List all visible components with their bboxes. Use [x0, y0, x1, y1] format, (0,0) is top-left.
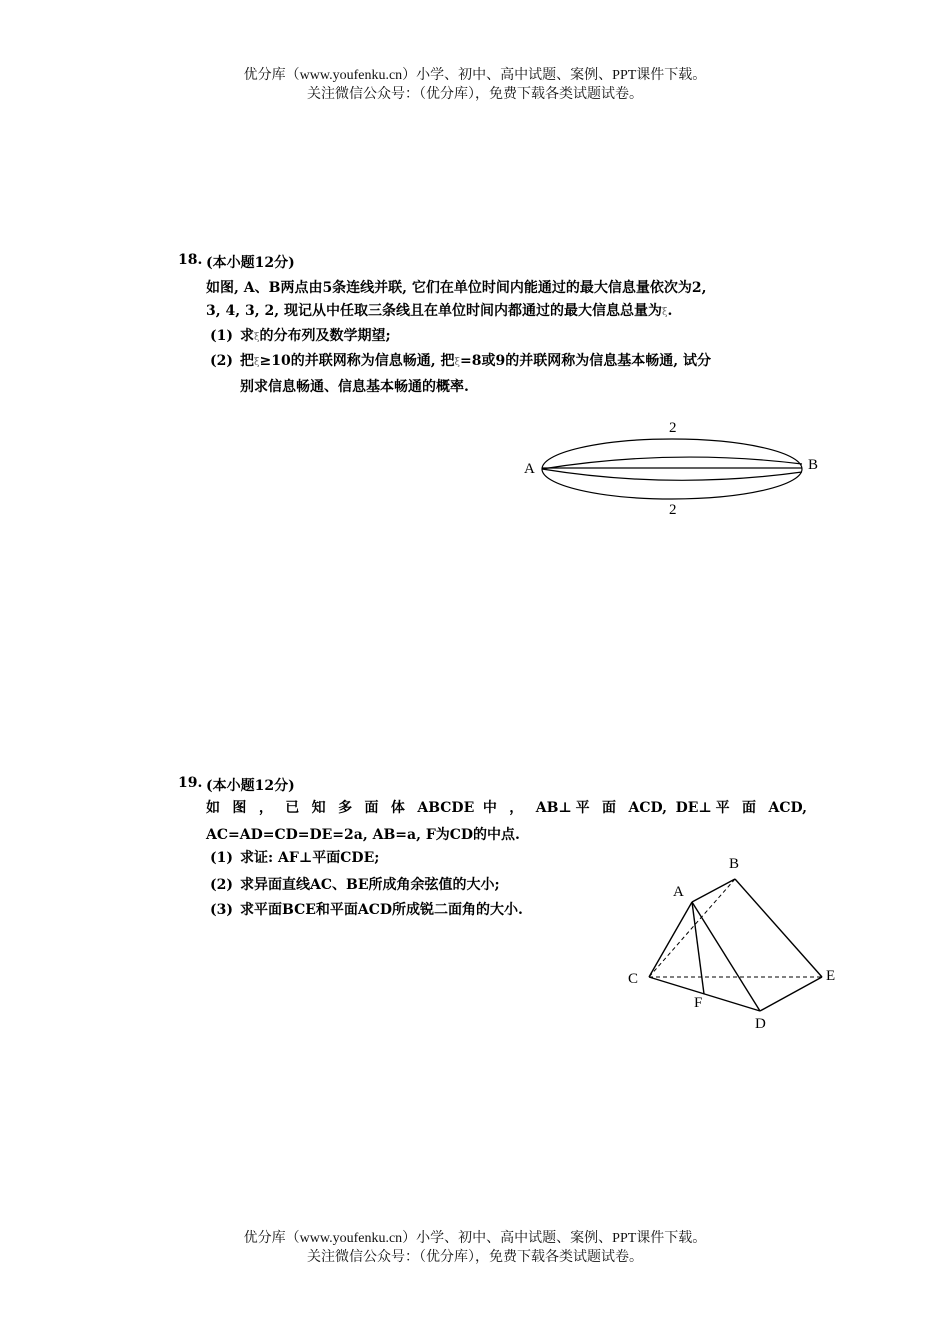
question-number: 18.: [178, 252, 203, 268]
connection-line-upper: [542, 457, 802, 469]
edge-be: [735, 879, 822, 977]
hidden-edge-bc: [649, 879, 735, 977]
top-line-value: 2: [669, 420, 677, 436]
vertex-label-c: C: [628, 971, 639, 987]
vertex-label-e: E: [826, 968, 836, 984]
edge-cd: [649, 977, 760, 1011]
connection-line-lower: [542, 469, 802, 480]
vertex-label-d: D: [755, 1016, 766, 1032]
subquestion-2-continued: 别求信息畅通、信息基本畅通的概率.: [240, 379, 469, 395]
question-score-tag: (本小题12分): [206, 778, 295, 794]
subquestion-3: (3) 求平面BCE和平面ACD所成锐二面角的大小.: [210, 902, 523, 918]
subquestion-2: (2) 求异面直线AC、BE所成角余弦值的大小;: [210, 877, 500, 893]
xi-symbol: ξ: [254, 357, 260, 368]
question-text-line-1: 如 图 ， 已 知 多 面 体 ABCDE 中 ， AB⊥平 面 ACD, DE⊥平 面 ACD,: [206, 800, 807, 816]
vertex-label-b: B: [729, 856, 740, 872]
vertex-label-a: A: [673, 884, 684, 900]
footer-line-1: 优分库（www.youfenku.cn）小学、初中、高中试题、案例、PPT课件下载。: [243, 1231, 707, 1246]
question-score-tag: (本小题12分): [206, 255, 295, 271]
subquestion-1: (1) 求ξ的分布列及数学期望;: [210, 328, 391, 344]
edge-ab: [692, 879, 735, 902]
question-number: 19.: [178, 775, 203, 791]
question-text-line-2: 3, 4, 3, 2, 现记从中任取三条线且在单位时间内都通过的最大信息总量为ξ.: [206, 303, 673, 319]
node-label-a: A: [524, 461, 535, 477]
xi-symbol: ξ: [454, 357, 460, 368]
edge-de: [760, 977, 822, 1011]
outer-connection-lines: [542, 439, 802, 499]
question-text-line-1: 如图, A、B两点由5条连线并联, 它们在单位时间内能通过的最大信息量依次为2,: [206, 280, 707, 296]
subquestion-2: (2) 把ξ≥10的并联网称为信息畅通, 把ξ=8或9的并联网称为信息基本畅通, 试分: [210, 353, 711, 369]
footer-line-2: 关注微信公众号：（优分库），免费下载各类试题试卷。: [307, 1250, 643, 1265]
vertex-label-f: F: [694, 995, 703, 1011]
page-header: [0, 66, 950, 104]
bottom-line-value: 2: [669, 502, 677, 518]
node-label-b: B: [808, 457, 819, 473]
polyhedron-figure: [615, 848, 845, 1038]
page-footer: [0, 1229, 950, 1267]
subquestion-1: (1) 求证: AF⊥平面CDE;: [210, 850, 380, 866]
xi-symbol: ξ: [254, 332, 260, 343]
header-line-1: 优分库（www.youfenku.cn）小学、初中、高中试题、案例、PPT课件下载。: [243, 68, 707, 83]
edge-ac: [649, 902, 692, 977]
header-line-2: 关注微信公众号：（优分库），免费下载各类试题试卷。: [307, 87, 643, 102]
xi-symbol: ξ: [661, 307, 668, 318]
parallel-network-figure: [512, 412, 832, 522]
question-text-line-2: AC=AD=CD=DE=2a, AB=a, F为CD的中点.: [206, 827, 520, 843]
